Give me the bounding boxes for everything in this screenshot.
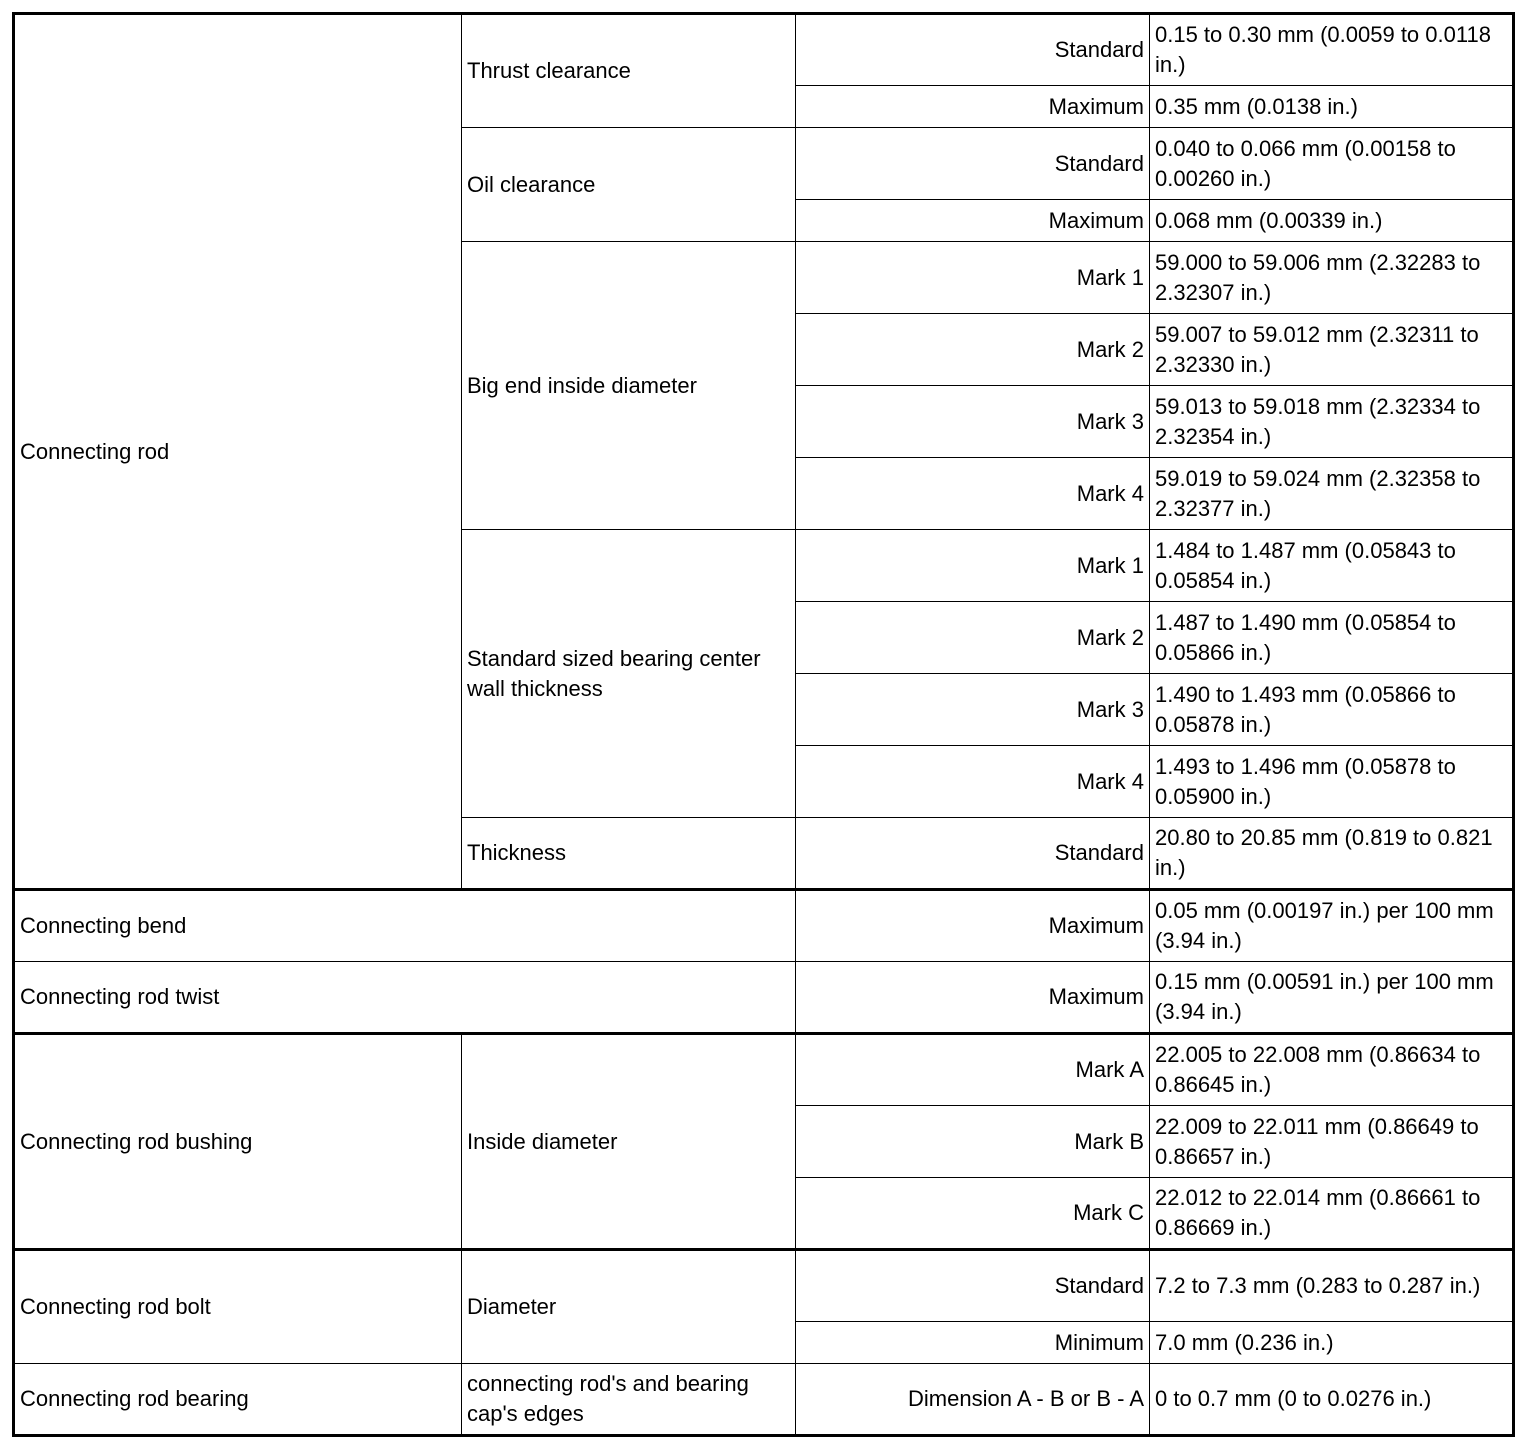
value-cell: 0.040 to 0.066 mm (0.00158 to 0.00260 in.)	[1150, 128, 1514, 200]
value-cell: 1.487 to 1.490 mm (0.05854 to 0.05866 in.)	[1150, 602, 1514, 674]
condition-cell: Standard	[796, 1250, 1150, 1322]
condition-cell: Maximum	[796, 962, 1150, 1034]
item-cell: Thickness	[462, 818, 796, 890]
condition-cell: Mark 3	[796, 386, 1150, 458]
condition-cell: Mark 2	[796, 602, 1150, 674]
item-cell: Thrust clearance	[462, 14, 796, 128]
value-cell: 0.35 mm (0.0138 in.)	[1150, 86, 1514, 128]
condition-cell: Mark 4	[796, 746, 1150, 818]
table-row	[14, 14, 1514, 86]
component-cell: Connecting rod bearing	[14, 1364, 462, 1436]
value-cell: 22.009 to 22.011 mm (0.86649 to 0.86657 in.)	[1150, 1106, 1514, 1178]
component-cell: Connecting rod bolt	[14, 1250, 462, 1364]
condition-cell: Standard	[796, 818, 1150, 890]
item-cell: Oil clearance	[462, 128, 796, 242]
item-cell: Diameter	[462, 1250, 796, 1364]
connecting-rod-group	[14, 14, 1514, 890]
value-cell: 7.2 to 7.3 mm (0.283 to 0.287 in.)	[1150, 1250, 1514, 1322]
value-cell: 1.490 to 1.493 mm (0.05866 to 0.05878 in.)	[1150, 674, 1514, 746]
table-row	[14, 1364, 1514, 1436]
table-row	[14, 890, 1514, 962]
value-cell: 22.012 to 22.014 mm (0.86661 to 0.86669 in.)	[1150, 1178, 1514, 1250]
connecting-bend-group	[14, 890, 1514, 1034]
table-row	[14, 1250, 1514, 1322]
value-cell: 59.000 to 59.006 mm (2.32283 to 2.32307 in.)	[1150, 242, 1514, 314]
condition-cell: Mark 3	[796, 674, 1150, 746]
condition-cell: Mark B	[796, 1106, 1150, 1178]
condition-cell: Maximum	[796, 200, 1150, 242]
value-cell: 0.068 mm (0.00339 in.)	[1150, 200, 1514, 242]
specification-table	[12, 12, 1515, 1437]
value-cell: 1.493 to 1.496 mm (0.05878 to 0.05900 in.)	[1150, 746, 1514, 818]
condition-cell: Maximum	[796, 86, 1150, 128]
condition-cell: Mark 2	[796, 314, 1150, 386]
component-cell: Connecting rod twist	[14, 962, 796, 1034]
item-cell: Standard sized bearing center wall thickness	[462, 530, 796, 818]
value-cell: 59.019 to 59.024 mm (2.32358 to 2.32377 in.)	[1150, 458, 1514, 530]
condition-cell: Mark 1	[796, 242, 1150, 314]
value-cell: 0 to 0.7 mm (0 to 0.0276 in.)	[1150, 1364, 1514, 1436]
value-cell: 59.007 to 59.012 mm (2.32311 to 2.32330 in.)	[1150, 314, 1514, 386]
condition-cell: Minimum	[796, 1322, 1150, 1364]
bolt-bearing-group	[14, 1250, 1514, 1436]
table-row	[14, 1034, 1514, 1106]
component-cell: Connecting bend	[14, 890, 796, 962]
component-cell: Connecting rod	[14, 14, 462, 890]
value-cell: 22.005 to 22.008 mm (0.86634 to 0.86645 in.)	[1150, 1034, 1514, 1106]
value-cell: 0.05 mm (0.00197 in.) per 100 mm (3.94 in.)	[1150, 890, 1514, 962]
value-cell: 0.15 mm (0.00591 in.) per 100 mm (3.94 in.)	[1150, 962, 1514, 1034]
value-cell: 7.0 mm (0.236 in.)	[1150, 1322, 1514, 1364]
value-cell: 59.013 to 59.018 mm (2.32334 to 2.32354 in.)	[1150, 386, 1514, 458]
condition-cell: Dimension A - B or B - A	[796, 1364, 1150, 1436]
condition-cell: Maximum	[796, 890, 1150, 962]
condition-cell: Mark C	[796, 1178, 1150, 1250]
bushing-group	[14, 1034, 1514, 1250]
value-cell: 0.15 to 0.30 mm (0.0059 to 0.0118 in.)	[1150, 14, 1514, 86]
value-cell: 20.80 to 20.85 mm (0.819 to 0.821 in.)	[1150, 818, 1514, 890]
item-cell: Inside diameter	[462, 1034, 796, 1250]
item-cell: Big end inside diameter	[462, 242, 796, 530]
condition-cell: Standard	[796, 128, 1150, 200]
condition-cell: Mark A	[796, 1034, 1150, 1106]
value-cell: 1.484 to 1.487 mm (0.05843 to 0.05854 in.)	[1150, 530, 1514, 602]
condition-cell: Standard	[796, 14, 1150, 86]
condition-cell: Mark 1	[796, 530, 1150, 602]
condition-cell: Mark 4	[796, 458, 1150, 530]
component-cell: Connecting rod bushing	[14, 1034, 462, 1250]
item-cell: connecting rod's and bearing cap's edges	[462, 1364, 796, 1436]
table-row	[14, 962, 1514, 1034]
